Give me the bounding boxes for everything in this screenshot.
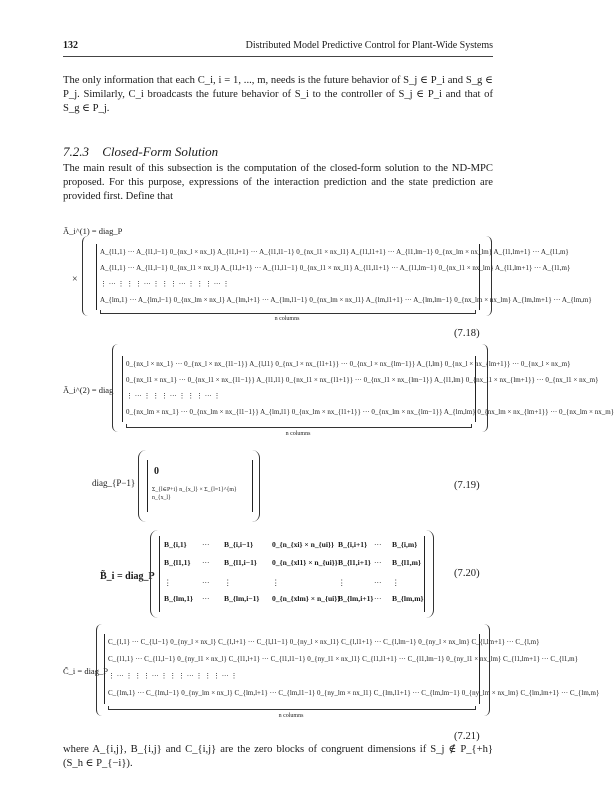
eq-7-20-matrix — [159, 536, 425, 612]
eq-7-18-block — [72, 236, 592, 326]
header-rule — [63, 56, 493, 57]
matrix-row: ⋮ ··· ⋮ ⋮ ⋮ ··· ⋮ ⋮ ⋮ ··· ⋮ ⋮ ⋮ ··· ⋮ — [100, 280, 230, 288]
matrix-cell: ··· — [374, 558, 382, 567]
matrix-cell: 0_{n_{xlm} × n_{ui}} — [272, 594, 341, 603]
eq-7-20-grid — [162, 538, 422, 610]
times-symbol: × — [72, 274, 78, 285]
matrix-cell: ⋮ — [224, 578, 232, 587]
matrix-cell: ··· — [374, 578, 382, 587]
eq-7-18-lhs: Ã_i^(1) = diag_P — [63, 226, 123, 236]
matrix-cell: B_{i,1} — [164, 540, 187, 549]
matrix-cell: B_{lm,i−1} — [224, 594, 260, 603]
matrix-cell: B_{lm,1} — [164, 594, 193, 603]
matrix-row: ⋮ ··· ⋮ ⋮ ⋮ ··· ⋮ ⋮ ⋮ ··· ⋮ — [126, 392, 221, 400]
closing-paragraph: where A_{i,j}, B_{i,j} and C_{i,j} are the zero blocks of congruent dimensions if S_j ∉ P_{+h} (S_h ∈ P_{−i}). — [63, 744, 493, 770]
matrix-row: C_{lm,1} ··· C_{lm,l−1} 0_{ny_lm × nx_l} C_{lm,l+1} ··· C_{lm,l1−1} 0_{ny_lm × nx_l1} C_{lm,l1+1} ··· C_{lm,lm−1} 0_{ny_lm × nx_lm} C_{lm,lm+1} ··· C_{lm,m} — [108, 689, 600, 697]
matrix-cell: ··· — [374, 594, 382, 603]
matrix-cell: 0_{n_{xi} × n_{ui}} — [272, 540, 334, 549]
page-number: 132 — [63, 40, 78, 51]
matrix-cell: ⋮ — [338, 578, 346, 587]
matrix-cell: B_{i,m} — [392, 540, 418, 549]
running-header — [63, 40, 493, 54]
matrix-cell: B_{i,i−1} — [224, 540, 254, 549]
matrix-cell: ⋮ — [164, 578, 172, 587]
matrix-row: C_{l1,1} ··· C_{l1,l−1} 0_{ny_l1 × nx_l} C_{l1,l+1} ··· C_{l1,l1−1} 0_{ny_l1 × nx_l1} C_{l1,l1+1} ··· C_{l1,lm−1} 0_{ny_l1 × nx_lm} C_{l1,lm+1} ··· C_{l1,m} — [108, 655, 578, 663]
matrix-row: A_{l1,1} ··· A_{l1,l−1} 0_{nx_l × nx_l} A_{l1,l+1} ··· A_{l1,l1−1} 0_{nx_l1 × nx_l1} A_{l1,l1+1} ··· A_{l1,lm−1} 0_{nx_lm × nx_lm} A_{l1,lm+1} ··· A_{l1,m} — [100, 248, 569, 256]
eq-7-18b-lhs: Ã_i^(2) = diag — [63, 385, 114, 395]
eq-7-20-number: (7.20) — [454, 568, 480, 579]
matrix-cell: ··· — [202, 540, 210, 549]
section-title: Closed-Form Solution — [102, 144, 219, 159]
eq-7-21-block — [96, 624, 600, 728]
matrix-cell: ··· — [374, 540, 382, 549]
intro-paragraph: The only information that each C_i, i = 1, ..., m, needs is the future behavior of S_j ∈ P_i and S_g ∈ P_j. Similarly, C_i broadcasts the future behavior of S_i to the controller of S_j ∈ P_i and that of S_g ∈ P_j. — [63, 75, 493, 115]
eq-7-18-underbrace — [100, 310, 476, 314]
matrix-cell: B_{lm,i+1} — [338, 594, 374, 603]
matrix-cell: ··· — [202, 558, 210, 567]
zero-block: 0 — [154, 466, 159, 477]
matrix-cell: ··· — [202, 578, 210, 587]
matrix-cell: B_{lm,m} — [392, 594, 424, 603]
matrix-cell: B_{l1,m} — [392, 558, 421, 567]
matrix-cell: B_{l1,1} — [164, 558, 191, 567]
section-paragraph: The main result of this subsection is the computation of the closed-form solution to the ND-MPC proposed. For this purpose, expressions of the interaction prediction and the state prediction are provided first. Define that — [63, 163, 493, 203]
matrix-row: 0_{nx_l1 × nx_1} ··· 0_{nx_l1 × nx_{l1−1}} A_{l1,l1} 0_{nx_l1 × nx_{l1+1}} ··· 0_{nx_l1 × nx_{lm−1}} A_{l1,lm} 0_{nx_l1 × nx_{lm+1}} ··· 0_{nx_l1 × nx_m} — [126, 376, 599, 384]
eq-7-21-matrix — [104, 634, 600, 704]
matrix-cell: ··· — [202, 594, 210, 603]
eq-7-18b-underbrace-label: n columns — [285, 431, 311, 437]
eq-7-21-number: (7.21) — [454, 731, 480, 742]
eq-7-19-number: (7.19) — [454, 480, 480, 491]
matrix-row: A_{lm,1} ··· A_{lm,l−1} 0_{nx_lm × nx_l} A_{lm,l+1} ··· A_{lm,l1−1} 0_{nx_lm × nx_l1} A_{lm,l1+1} ··· A_{lm,lm−1} 0_{nx_lm × nx_lm} A_{lm,lm+1} ··· A_{lm,m} — [100, 296, 592, 304]
matrix-cell: B_{l1,i+1} — [338, 558, 371, 567]
matrix-cell: ⋮ — [392, 578, 400, 587]
section-number: 7.2.3 — [63, 144, 89, 159]
matrix-row: C_{l,1} ··· C_{l,l−1} 0_{ny_l × nx_l} C_{l,l+1} ··· C_{l,l1−1} 0_{ny_l × nx_l1} C_{l,l1+1} ··· C_{l,lm−1} 0_{ny_l × nx_lm} C_{l,lm+1} ··· C_{l,m} — [108, 638, 540, 646]
eq-7-18b-block — [112, 344, 614, 440]
matrix-cell: B_{i,i+1} — [338, 540, 368, 549]
matrix-row: ⋮ ··· ⋮ ⋮ ⋮ ··· ⋮ ⋮ ⋮ ··· ⋮ ⋮ ⋮ ··· ⋮ — [108, 672, 238, 680]
eq-7-19-matrix — [147, 460, 253, 512]
eq-7-18b-matrix — [122, 356, 614, 422]
eq-7-18-matrix — [96, 244, 592, 310]
eq-7-19-brace — [138, 450, 260, 522]
eq-7-21-underbrace-label: n columns — [278, 713, 304, 719]
matrix-cell: 0_{n_{xl1} × n_{ui}} — [272, 558, 338, 567]
eq-7-21-underbrace — [108, 706, 476, 710]
matrix-row: A_{l1,1} ··· A_{l1,l−1} 0_{nx_l1 × nx_l} A_{l1,l+1} ··· A_{l1,l1−1} 0_{nx_l1 × nx_l1} A_{l1,l1+1} ··· A_{l1,lm−1} 0_{nx_l1 × nx_lm} A_{l1,lm+1} ··· A_{l1,m} — [100, 264, 571, 272]
eq-7-18-number: (7.18) — [454, 328, 480, 339]
eq-7-20-brace — [150, 530, 434, 618]
eq-7-20-lhs: B̃_i = diag_P — [100, 571, 155, 582]
eq-7-18b-underbrace — [126, 424, 472, 428]
running-title: Distributed Model Predictive Control for Plant-Wide Systems — [245, 40, 493, 51]
eq-7-21-lhs: C̃_i = diag_P — [63, 666, 108, 676]
matrix-cell: B_{l1,i−1} — [224, 558, 257, 567]
eq-7-19-lhs: diag_{P−1} — [92, 478, 136, 488]
section-heading — [63, 144, 218, 160]
matrix-cell: ⋮ — [272, 578, 280, 587]
matrix-row: 0_{nx_lm × nx_1} ··· 0_{nx_lm × nx_{l1−1}} A_{lm,l1} 0_{nx_lm × nx_{l1+1}} ··· 0_{nx_lm × nx_{lm−1}} A_{lm,lm} 0_{nx_lm × nx_{lm+1}} ··· 0_{nx_lm × nx_m} — [126, 408, 614, 416]
zero-block-dimension: Σ_{l∈P+i} n_{x_l} × Σ_{l=1}^{m} n_{x_l} — [152, 487, 237, 501]
eq-7-18-underbrace-label: n columns — [274, 316, 300, 322]
matrix-row: 0_{nx_l × nx_1} ··· 0_{nx_l × nx_{l1−1}} A_{l,l1} 0_{nx_l × nx_{l1+1}} ··· 0_{nx_l × nx_{lm−1}} A_{l,lm} 0_{nx_l × nx_{lm+1}} ··· 0_{nx_l × nx_m} — [126, 360, 571, 368]
